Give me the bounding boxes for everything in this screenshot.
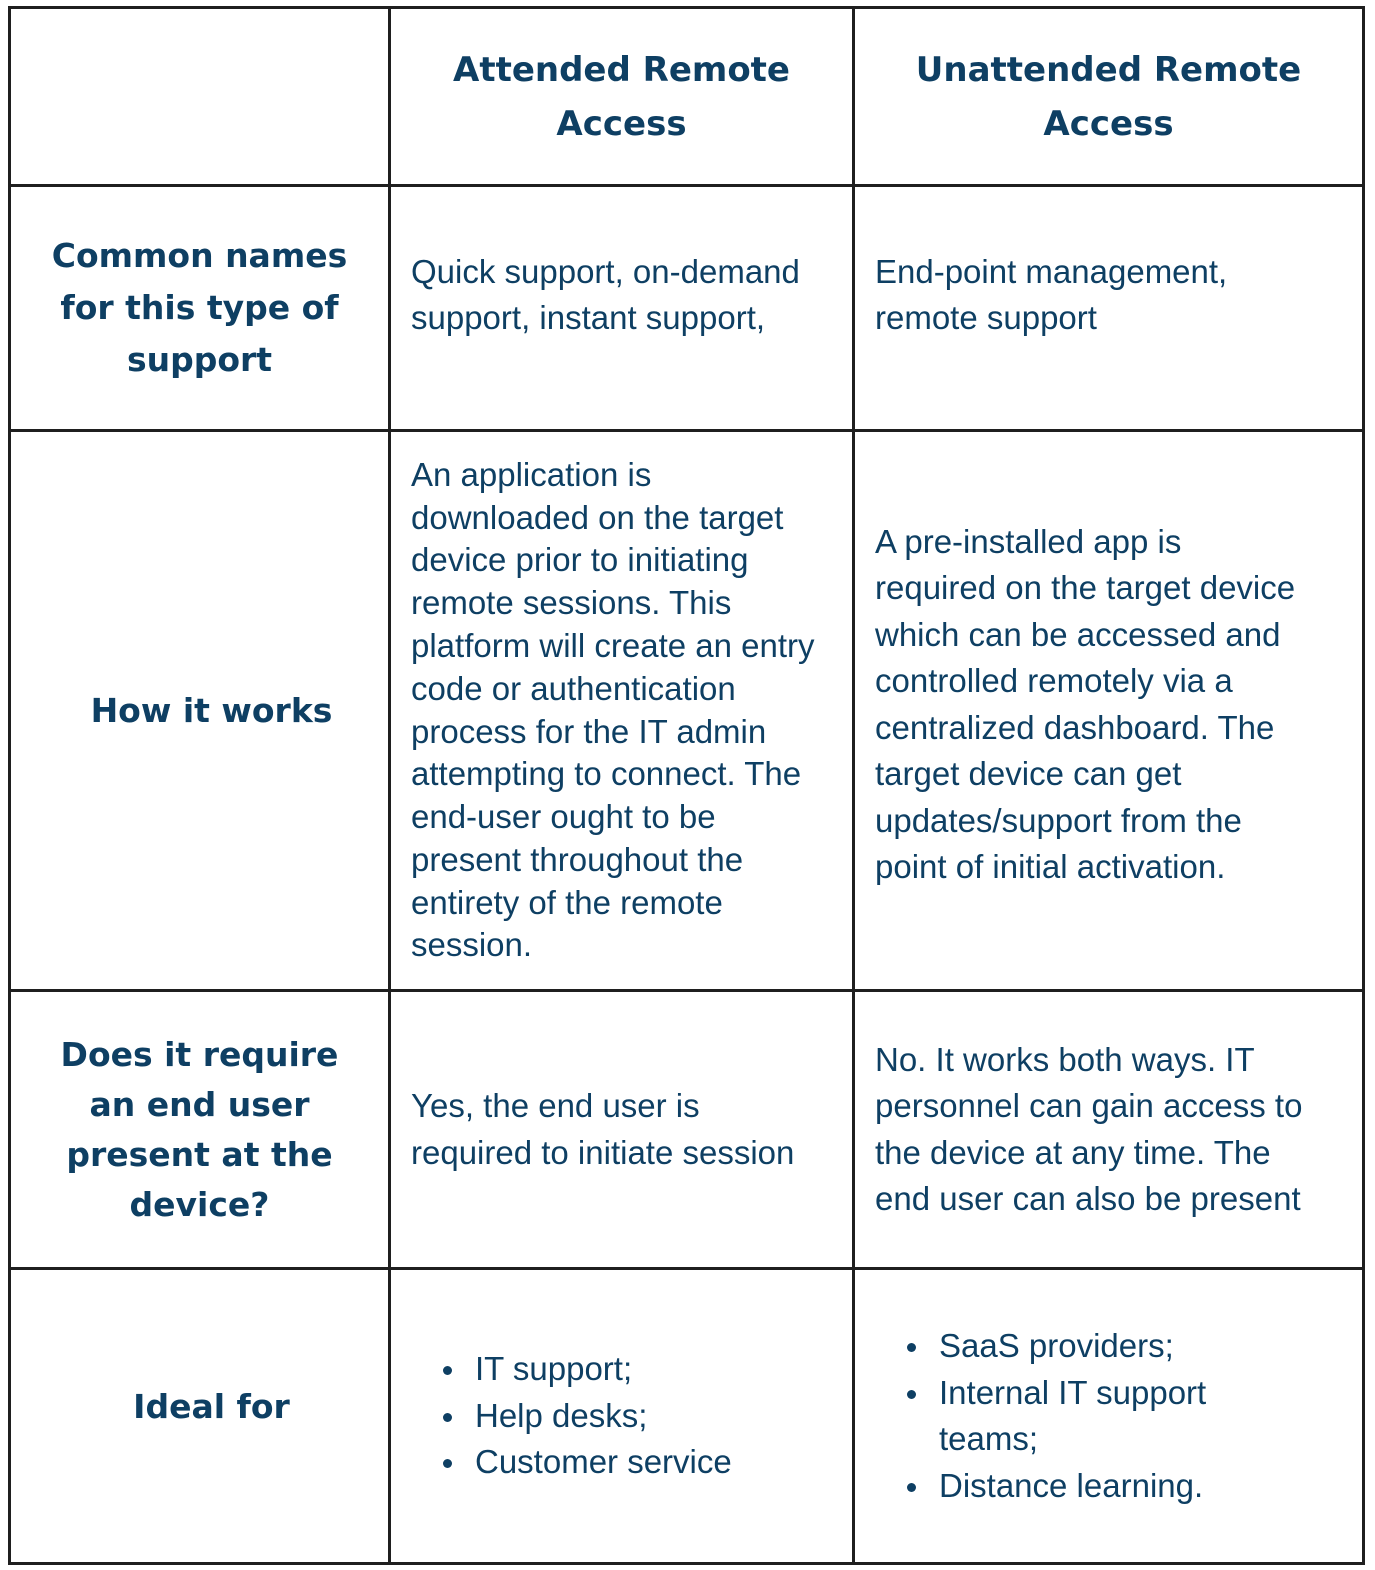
requires-end-user-label: Does it require an end user present at the device? (60, 1034, 339, 1224)
ideal-for-attended-list (391, 1346, 852, 1486)
list-item: Help desks; (475, 1393, 852, 1440)
list-item: SaaS providers; (939, 1323, 1362, 1370)
common-names-row (10, 186, 1364, 431)
list-item: Internal IT support teams; (939, 1370, 1362, 1463)
how-it-works-unattended-text: A pre-installed app is required on the target device which can be accessed and controlled remotely via a centralized dashboard. The target device can get updates/support from the point of initial activation. (875, 522, 1296, 885)
how-it-works-attended-text: An application is downloaded on the target device prior to initiating remote sessions. This platform will create an entry code or authentication process for the IT admin attempting to connect. The end-user ought to be present throughout the entirety of the remote session. (411, 455, 815, 964)
ideal-for-label-cell (10, 1269, 390, 1564)
common-names-attended-text: Quick support, on-demand support, instant support, (411, 253, 800, 336)
how-it-works-unattended-cell (854, 431, 1364, 991)
ideal-for-row (10, 1269, 1364, 1564)
unattended-header: Unattended Remote Access (915, 49, 1302, 144)
requires-end-user-row (10, 991, 1364, 1269)
list-item: Customer service (475, 1439, 852, 1486)
attended-header: Attended Remote Access (453, 49, 790, 144)
common-names-label-cell (10, 186, 390, 431)
requires-end-user-unattended-text: No. It works both ways. IT personnel can gain access to the device at any time. The end user can also be present (875, 1040, 1303, 1217)
ideal-for-unattended-cell (854, 1269, 1364, 1564)
common-names-attended-cell (390, 186, 854, 431)
ideal-for-attended-cell (390, 1269, 854, 1564)
requires-end-user-attended-text: Yes, the end user is required to initiate session (411, 1087, 795, 1171)
list-item: IT support; (475, 1346, 852, 1393)
bullet-icon (907, 1483, 916, 1492)
requires-end-user-label-cell (10, 991, 390, 1269)
requires-end-user-unattended-cell (854, 991, 1364, 1269)
requires-end-user-attended-cell (390, 991, 854, 1269)
how-it-works-attended-cell (390, 431, 854, 991)
unattended-header-cell (854, 8, 1364, 186)
how-it-works-row (10, 431, 1364, 991)
how-it-works-label: How it works (90, 690, 333, 730)
ideal-for-label: Ideal for (133, 1387, 290, 1426)
list-item: Distance learning. (939, 1463, 1362, 1510)
bullet-icon (907, 1343, 916, 1352)
corner-cell (10, 8, 390, 186)
bullet-icon (443, 1413, 452, 1422)
attended-header-cell (390, 8, 854, 186)
common-names-label: Common names for this type of support (51, 236, 348, 379)
bullet-icon (443, 1366, 452, 1375)
ideal-for-unattended-list (855, 1323, 1362, 1509)
bullet-icon (907, 1390, 916, 1399)
common-names-unattended-text: End-point management, remote support (875, 253, 1228, 336)
common-names-unattended-cell (854, 186, 1364, 431)
comparison-table (8, 6, 1365, 1565)
header-row (10, 8, 1364, 186)
bullet-icon (443, 1459, 452, 1468)
how-it-works-label-cell (10, 431, 390, 991)
